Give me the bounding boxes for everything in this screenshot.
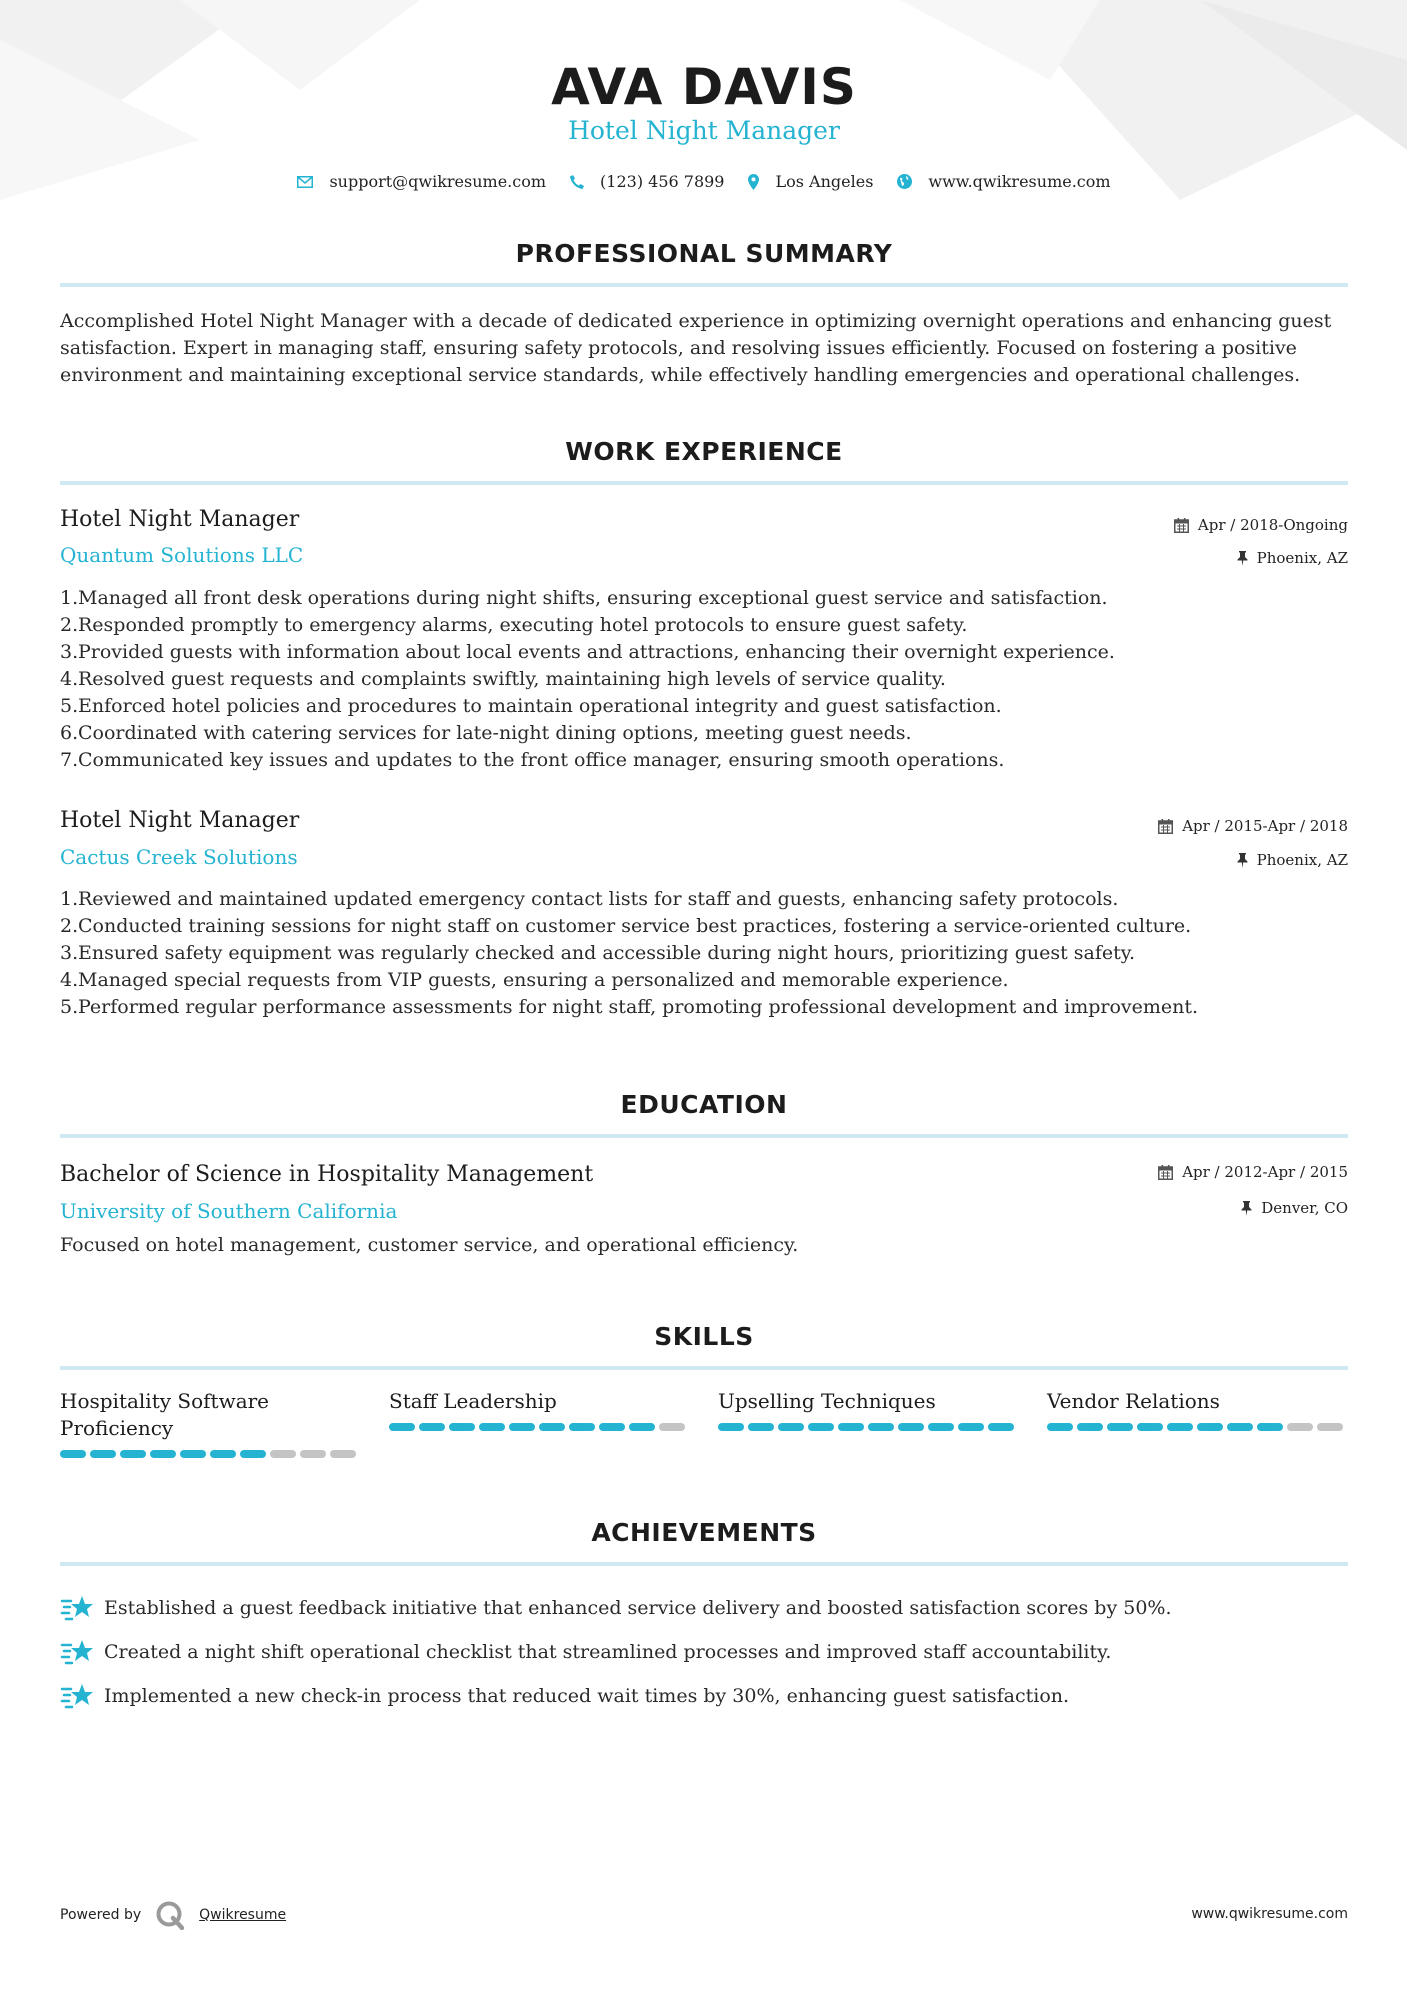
education-location-text: Denver, CO — [1261, 1199, 1348, 1217]
footer-powered-by — [60, 1900, 286, 1930]
education-description: Focused on hotel management, customer service, and operational efficiency. — [60, 1234, 799, 1256]
skill-segment-filled — [808, 1423, 834, 1431]
skill-segment-filled — [1107, 1423, 1133, 1431]
education-school: University of Southern California — [60, 1199, 398, 1223]
pushpin-icon — [1237, 853, 1248, 868]
contact-location-text: Los Angeles — [775, 172, 874, 191]
skill-segment-filled — [509, 1423, 535, 1431]
calendar-icon — [1158, 1165, 1173, 1180]
job-1-dates — [1174, 516, 1348, 534]
skill-level-bar — [389, 1423, 689, 1431]
skill-item — [60, 1388, 360, 1458]
achievement-text: Established a guest feedback initiative that enhanced service delivery and boosted satisfaction scores by 50%. — [104, 1597, 1172, 1619]
education-dates-text: Apr / 2012-Apr / 2015 — [1182, 1163, 1348, 1181]
skill-segment-filled — [210, 1450, 236, 1458]
list-item: Coordinated with catering services for late-night dining options, meeting guest needs. — [78, 722, 912, 744]
skill-segment-filled — [629, 1423, 655, 1431]
phone-icon — [570, 175, 584, 189]
skills-divider — [60, 1366, 1348, 1370]
skill-name: Vendor Relations — [1047, 1389, 1220, 1413]
contact-email[interactable] — [297, 172, 546, 191]
skill-level-bar — [1047, 1423, 1347, 1431]
education-location — [1241, 1199, 1348, 1217]
skill-segment-filled — [838, 1423, 864, 1431]
skill-segment-empty — [270, 1450, 296, 1458]
list-item — [60, 1674, 1348, 1718]
shooting-star-icon — [60, 1637, 94, 1667]
contact-website[interactable] — [897, 172, 1110, 191]
achievements-divider — [60, 1562, 1348, 1566]
skill-segment-filled — [898, 1423, 924, 1431]
skill-segment-filled — [60, 1450, 86, 1458]
skill-segment-filled — [479, 1423, 505, 1431]
skill-segment-filled — [180, 1450, 206, 1458]
job-1-title: Hotel Night Manager — [60, 507, 300, 532]
skill-segment-filled — [120, 1450, 146, 1458]
skill-segment-filled — [599, 1423, 625, 1431]
skill-item — [1047, 1388, 1347, 1458]
skill-segment-filled — [868, 1423, 894, 1431]
qwikresume-link[interactable]: Qwikresume — [199, 1907, 287, 1923]
skill-name: Staff Leadership — [389, 1389, 557, 1413]
qwikresume-logo-icon — [155, 1900, 185, 1930]
skills-heading: SKILLS — [654, 1322, 754, 1351]
job-1-company: Quantum Solutions LLC — [60, 543, 304, 567]
summary-heading: PROFESSIONAL SUMMARY — [515, 239, 893, 268]
list-item: Performed regular performance assessments for night staff, promoting professional development and improvement. — [78, 996, 1199, 1018]
candidate-role: Hotel Night Manager — [568, 116, 840, 145]
pushpin-icon — [1241, 1201, 1252, 1216]
skill-segment-filled — [90, 1450, 116, 1458]
list-item: Responded promptly to emergency alarms, executing hotel protocols to ensure guest safety. — [78, 614, 968, 636]
skill-item — [718, 1388, 1018, 1458]
list-item: Resolved guest requests and complaints swiftly, maintaining high levels of service quality. — [78, 668, 946, 690]
skill-segment-filled — [1047, 1423, 1073, 1431]
skill-segment-filled — [150, 1450, 176, 1458]
skill-segment-empty — [330, 1450, 356, 1458]
skill-segment-filled — [988, 1423, 1014, 1431]
job-2-duties — [60, 886, 1366, 1021]
skill-segment-filled — [748, 1423, 774, 1431]
list-item: Conducted training sessions for night staff on customer service best practices, fostering a service-oriented culture. — [78, 915, 1192, 937]
skill-level-bar — [60, 1450, 360, 1458]
candidate-name: AVA DAVIS — [551, 58, 857, 116]
job-2-title: Hotel Night Manager — [60, 808, 300, 833]
skill-segment-filled — [928, 1423, 954, 1431]
achievement-text: Implemented a new check-in process that reduced wait times by 30%, enhancing guest satisfaction. — [104, 1685, 1070, 1707]
list-item: Enforced hotel policies and procedures to maintain operational integrity and guest satisfaction. — [78, 695, 1002, 717]
achievements-heading: ACHIEVEMENTS — [591, 1518, 817, 1547]
envelope-icon — [297, 176, 313, 188]
education-heading: EDUCATION — [620, 1090, 788, 1119]
education-divider — [60, 1134, 1348, 1138]
calendar-icon — [1158, 819, 1173, 834]
achievement-text: Created a night shift operational checklist that streamlined processes and improved staff accountability. — [104, 1641, 1112, 1663]
map-marker-icon — [748, 174, 759, 190]
experience-heading: WORK EXPERIENCE — [565, 437, 843, 466]
skills-grid — [60, 1388, 1348, 1458]
list-item — [60, 1586, 1348, 1630]
skill-segment-filled — [240, 1450, 266, 1458]
list-item: Reviewed and maintained updated emergency contact lists for staff and guests, enhancing safety protocols. — [78, 888, 1119, 910]
contact-website-text: www.qwikresume.com — [928, 172, 1111, 191]
skill-segment-filled — [449, 1423, 475, 1431]
job-2-dates-text: Apr / 2015-Apr / 2018 — [1182, 817, 1348, 835]
skill-segment-filled — [958, 1423, 984, 1431]
list-item: Ensured safety equipment was regularly checked and accessible during night hours, prioritizing guest safety. — [78, 942, 1136, 964]
skill-segment-filled — [1137, 1423, 1163, 1431]
skill-segment-filled — [419, 1423, 445, 1431]
skill-segment-filled — [539, 1423, 565, 1431]
job-1-dates-text: Apr / 2018-Ongoing — [1197, 516, 1348, 534]
contact-email-text: support@qwikresume.com — [329, 172, 547, 191]
contact-location — [748, 172, 873, 191]
achievements-list — [60, 1586, 1348, 1718]
skill-segment-filled — [1227, 1423, 1253, 1431]
skill-segment-filled — [1167, 1423, 1193, 1431]
skill-segment-filled — [778, 1423, 804, 1431]
job-1-location — [1237, 549, 1348, 567]
skill-segment-filled — [1077, 1423, 1103, 1431]
contact-bar — [60, 172, 1348, 191]
job-1-location-text: Phoenix, AZ — [1256, 549, 1348, 567]
list-item: Provided guests with information about local events and attractions, enhancing their overnight experience. — [78, 641, 1115, 663]
powered-by-label: Powered by — [60, 1907, 142, 1923]
list-item: Managed special requests from VIP guests, ensuring a personalized and memorable experience. — [78, 969, 1009, 991]
job-1-duties — [60, 585, 1366, 774]
education-dates — [1158, 1163, 1348, 1181]
job-2-dates — [1158, 817, 1348, 835]
skill-level-bar — [718, 1423, 1018, 1431]
skill-segment-filled — [1257, 1423, 1283, 1431]
education-degree: Bachelor of Science in Hospitality Management — [60, 1162, 594, 1187]
calendar-icon — [1174, 518, 1189, 533]
skill-name: Upselling Techniques — [718, 1389, 936, 1413]
skill-segment-empty — [1287, 1423, 1313, 1431]
skill-item — [389, 1388, 689, 1458]
skill-segment-empty — [1317, 1423, 1343, 1431]
job-2-location-text: Phoenix, AZ — [1256, 851, 1348, 869]
contact-phone[interactable] — [570, 172, 724, 191]
globe-icon — [897, 174, 912, 189]
summary-text: Accomplished Hotel Night Manager with a decade of dedicated experience in optimizing overnight operations and enhancing guest satisfaction. Expert in managing staff, ensuring safety protocols, and resolving issues efficiently. Focused on fostering a positive environment and maintaining exceptional service standards, while effectively handling emergencies and operational challenges. — [60, 310, 1332, 386]
skill-segment-empty — [659, 1423, 685, 1431]
skill-segment-filled — [389, 1423, 415, 1431]
summary-divider — [60, 283, 1348, 287]
shooting-star-icon — [60, 1681, 94, 1711]
skill-segment-filled — [569, 1423, 595, 1431]
footer-website-link[interactable]: www.qwikresume.com — [1191, 1906, 1348, 1922]
list-item — [60, 1630, 1348, 1674]
skill-segment-filled — [1197, 1423, 1223, 1431]
experience-divider — [60, 481, 1348, 485]
job-2-location — [1237, 851, 1348, 869]
pushpin-icon — [1237, 551, 1248, 566]
skill-segment-empty — [300, 1450, 326, 1458]
list-item: Communicated key issues and updates to the front office manager, ensuring smooth operations. — [78, 749, 1005, 771]
job-2-company: Cactus Creek Solutions — [60, 845, 298, 869]
shooting-star-icon — [60, 1593, 94, 1623]
skill-name: Hospitality Software Proficiency — [60, 1389, 270, 1440]
contact-phone-text: (123) 456 7899 — [600, 172, 725, 191]
skill-segment-filled — [718, 1423, 744, 1431]
list-item: Managed all front desk operations during night shifts, ensuring exceptional guest service and satisfaction. — [78, 587, 1108, 609]
